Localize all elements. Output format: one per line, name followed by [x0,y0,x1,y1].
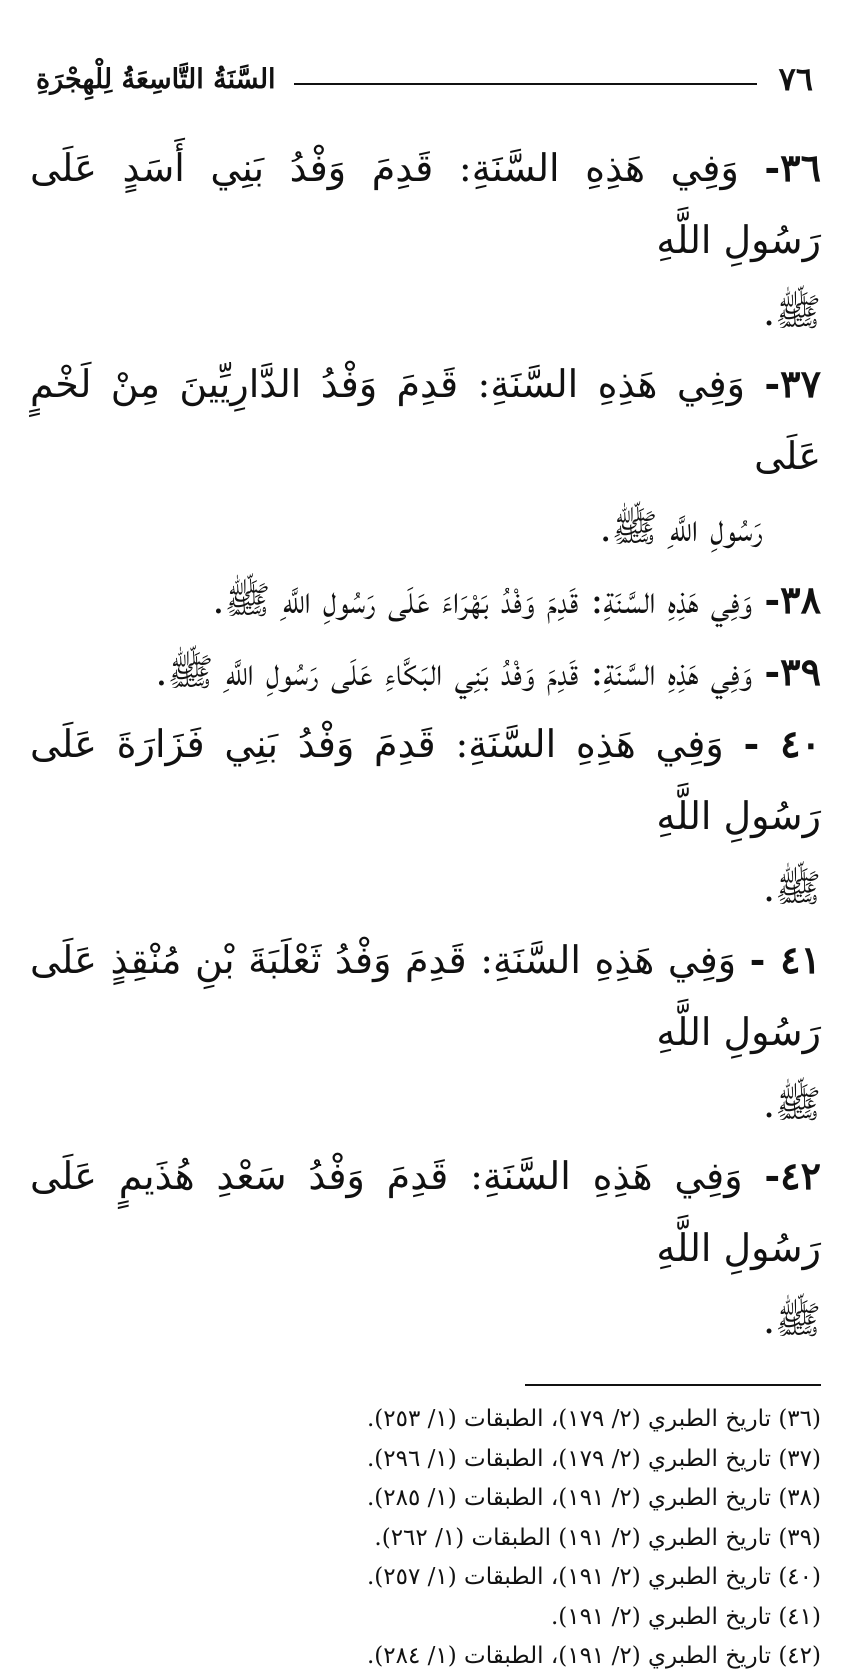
entry-line [30,1068,821,1140]
entry-41 [30,924,821,1140]
entry-line [30,564,821,636]
entry-continuation: ﷺ. [763,290,821,334]
entry-36 [30,132,821,348]
page-header [30,48,821,110]
footnote-39: (٣٩) تاريخ الطبري (٢/ ١٩١) الطبقات (١/ ٢٦٢). [374,1524,821,1551]
entry-number: ٤٠ - [743,721,821,766]
footnote-41: (٤١) تاريخ الطبري (٢/ ١٩١). [550,1603,821,1630]
entry-line [30,636,821,708]
entry-text: وَفِي هَذِهِ السَّنَةِ: قَدِمَ وَفْدُ ثَعْلَبَةَ بْنِ مُنْقِذٍ عَلَى رَسُولِ اللَّهِ [30,938,821,1054]
entry-line [30,276,821,348]
entry-number: ٣٧- [764,361,821,406]
entries-list [30,132,821,1356]
footnote-divider-wrap [30,1370,821,1386]
entry-line [30,924,821,1068]
footnote-40: (٤٠) تاريخ الطبري (٢/ ١٩١)، الطبقات (١/ ٢٥٧). [366,1564,821,1590]
page-number: ٧٦ [778,60,813,98]
entry-40 [30,708,821,924]
entry-continuation: ﷺ. [763,1298,821,1342]
entry-number: ٣٩- [764,649,821,694]
entry-continuation: ﷺ. [763,866,821,910]
entry-39 [30,636,821,708]
entry-number: ٤١ - [749,937,821,982]
footnote-divider [525,1384,821,1386]
footnote-37: (٣٧) تاريخ الطبري (٢/ ١٧٩)، الطبقات (١/ ٢٩٦). [366,1445,821,1472]
entry-text: وَفِي هَذِهِ السَّنَةِ: قَدِمَ وَفْدُ بَنِي البَكَّاءِ عَلَى رَسُولِ اللَّهِ ﷺ. [155,650,753,694]
entry-number: ٣٦- [764,145,821,190]
entry-line [30,492,821,564]
entry-line [30,708,821,852]
entry-number: ٣٨- [764,577,821,622]
entry-line [30,348,821,492]
footnote-38: (٣٨) تاريخ الطبري (٢/ ١٩١)، الطبقات (١/ ٢٨٥). [366,1485,821,1511]
entry-line [30,1284,821,1356]
entry-text: وَفِي هَذِهِ السَّنَةِ: قَدِمَ وَفْدُ بَنِي فَزَارَةَ عَلَى رَسُولِ اللَّهِ [30,722,821,838]
entry-text: وَفِي هَذِهِ السَّنَةِ: قَدِمَ وَفْدُ سَعْدِ هُذَيمٍ عَلَى رَسُولِ اللَّهِ [30,1154,821,1270]
entry-text: وَفِي هَذِهِ السَّنَةِ: قَدِمَ وَفْدُ الدَّارِيِّينَ مِنْ لَخْمٍ عَلَى [30,362,821,478]
running-title: السَّنَةُ التَّاسِعَةُ لِلْهِجْرَةِ [36,63,276,95]
entry-continuation: رَسُولِ اللَّهِ ﷺ. [599,506,763,550]
entry-37 [30,348,821,564]
entry-line [30,1140,821,1284]
footnote-42: (٤٢) تاريخ الطبري (٢/ ١٩١)، الطبقات (١/ ٢٨٤). [366,1643,821,1669]
entry-42 [30,1140,821,1356]
entry-line [30,852,821,924]
footnotes [30,1400,821,1677]
entry-line [30,132,821,276]
entry-text: وَفِي هَذِهِ السَّنَةِ: قَدِمَ وَفْدُ بَنِي أَسَدٍ عَلَى رَسُولِ اللَّهِ [30,146,821,262]
entry-text: وَفِي هَذِهِ السَّنَةِ: قَدِمَ وَفْدُ بَهْرَاءَ عَلَى رَسُولِ اللَّهِ ﷺ. [212,578,753,622]
footnote-36: (٣٦) تاريخ الطبري (٢/ ١٧٩)، الطبقات (١/ ٢٥٣). [366,1406,821,1432]
header-rule [294,83,757,85]
entry-continuation: ﷺ. [763,1082,821,1126]
entry-38 [30,564,821,636]
entry-number: ٤٢- [764,1153,821,1198]
